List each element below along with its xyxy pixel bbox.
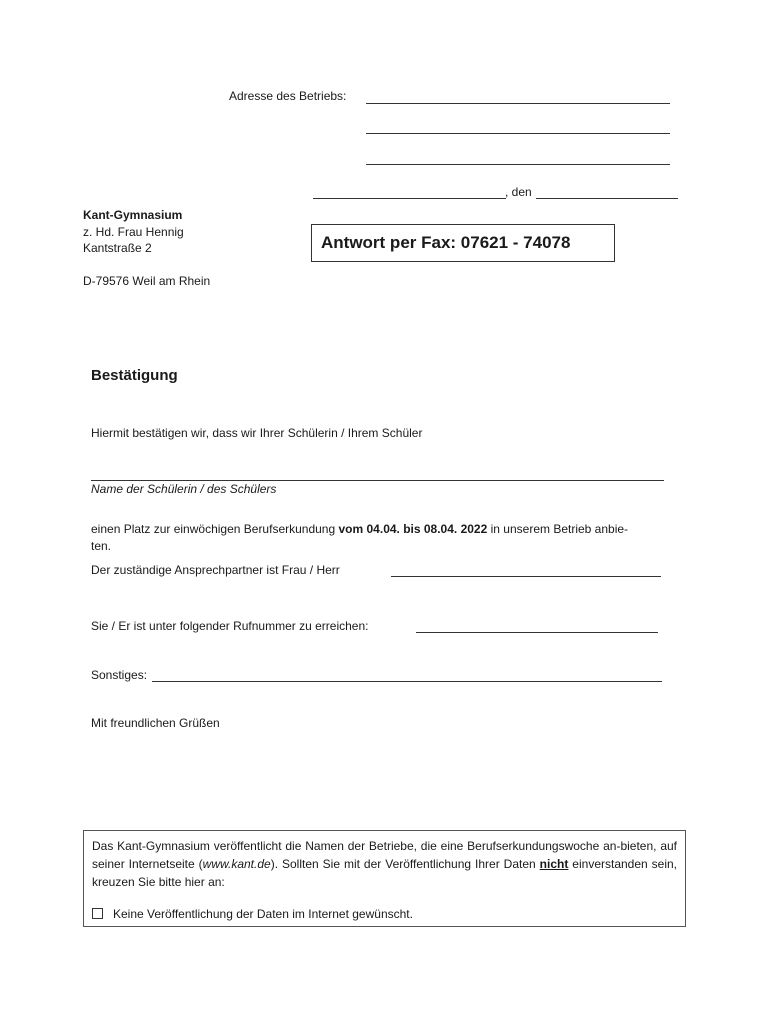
contact-line[interactable]	[391, 565, 661, 577]
other-label: Sonstiges:	[91, 668, 148, 682]
offer-pre: einen Platz zur einwöchigen Berufserkundung	[91, 522, 336, 536]
checkbox-icon[interactable]	[92, 908, 103, 919]
phone-line[interactable]	[416, 621, 658, 633]
place-line[interactable]	[313, 187, 506, 199]
closing-text: Mit freundlichen Grüßen	[91, 716, 220, 730]
notice-url: www.kant.de	[202, 857, 271, 871]
student-name-line[interactable]	[91, 469, 664, 481]
date-line[interactable]	[536, 187, 678, 199]
notice-text-3: einverstanden sein, kreuzen Sie bitte hier an:	[92, 857, 678, 889]
recipient-name: Kant-Gymnasium	[83, 208, 183, 222]
notice-text-1: Das Kant-Gymnasium veröffentlicht die Namen der Betriebe, die eine Berufserkundungswoche an-bieten, auf seiner Internetseite (	[92, 839, 677, 871]
fax-text: Antwort per Fax: 07621 - 74078	[321, 233, 571, 252]
recipient-attn: z. Hd. Frau Hennig	[83, 225, 184, 239]
other-line[interactable]	[152, 670, 662, 682]
address-line-1[interactable]	[366, 92, 670, 104]
address-line-2[interactable]	[366, 122, 670, 134]
contact-label: Der zuständige Ansprechpartner ist Frau / Herr	[91, 563, 340, 577]
notice-text-2: ). Sollten Sie mit der Veröffentlichung Ihrer Daten	[270, 857, 540, 871]
student-name-caption: Name der Schülerin / des Schülers	[91, 482, 277, 496]
address-line-3[interactable]	[366, 153, 670, 165]
date-separator: , den	[505, 185, 532, 199]
offer-dates: vom 04.04. bis 08.04. 2022	[338, 522, 488, 536]
notice-text	[92, 837, 677, 891]
phone-label: Sie / Er ist unter folgender Rufnummer zu erreichen:	[91, 619, 369, 633]
offer-text	[91, 522, 664, 536]
offer-post: in unserem Betrieb anbie-	[490, 522, 629, 536]
address-label: Adresse des Betriebs:	[229, 89, 347, 103]
page-title: Bestätigung	[91, 367, 178, 384]
recipient-street: Kantstraße 2	[83, 241, 152, 255]
offer-end: ten.	[91, 539, 112, 553]
notice-nicht: nicht	[539, 857, 569, 871]
checkbox-label: Keine Veröffentlichung der Daten im Internet gewünscht.	[113, 907, 413, 921]
no-publication-option[interactable]	[92, 907, 413, 921]
publication-notice	[83, 830, 686, 927]
intro-text: Hiermit bestätigen wir, dass wir Ihrer Schülerin / Ihrem Schüler	[91, 426, 423, 440]
recipient-city: D-79576 Weil am Rhein	[83, 274, 211, 288]
fax-box	[311, 224, 615, 262]
